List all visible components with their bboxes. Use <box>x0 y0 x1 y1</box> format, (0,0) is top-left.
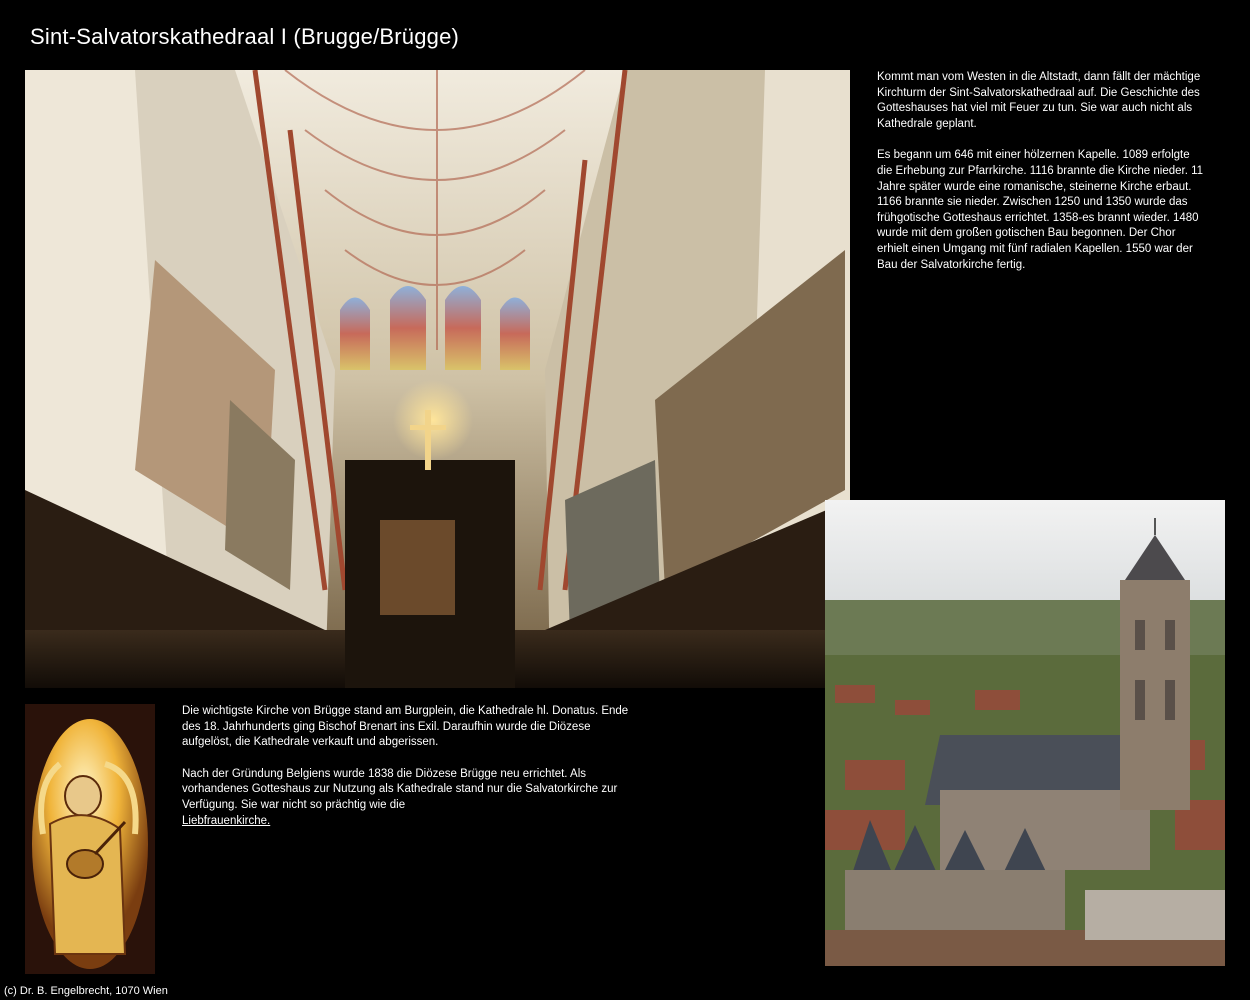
page-title: Sint-Salvatorskathedraal I (Brugge/Brügge) <box>30 24 460 49</box>
history-paragraph-2-text: Nach der Gründung Belgiens wurde 1838 die Diözese Brügge neu errichtet. Als vorhandenes Gotteshaus zur Nutzung als Kathedrale stand nur die Salvatorkirche zur Verfügung. Sie war nicht so prächtig wie die <box>182 767 618 811</box>
history-paragraph-1: Die wichtigste Kirche von Brügge stand am Burgplein, die Kathedrale hl. Donatus. Ende des 18. Jahrhunderts ging Bischof Brenart ins Exil. Daraufhin wurde die Diözese aufgelöst, die Kathedrale verkauft und abgerissen. <box>182 705 629 749</box>
cathedral-aerial-photo <box>825 500 1225 966</box>
history-text-block <box>182 704 632 845</box>
intro-text-block <box>877 70 1207 289</box>
liebfrauenkirche-link[interactable]: Liebfrauenkirche. <box>182 814 271 827</box>
copyright-notice: (c) Dr. B. Engelbrecht, 1070 Wien <box>4 985 168 997</box>
intro-paragraph-1: Kommt man vom Westen in die Altstadt, dann fällt der mächtige Kirchturm der Sint-Salvatorskathedraal auf. Die Geschichte des Gotteshauses hat viel mit Feuer zu tun. Sie war auch nicht als Kathedrale geplant. <box>877 71 1201 130</box>
stained-glass-angel-photo <box>25 704 155 974</box>
cathedral-interior-photo <box>25 70 850 688</box>
intro-paragraph-2: Es begann um 646 mit einer hölzernen Kapelle. 1089 erfolgte die Erhebung zur Pfarrkirche. 1116 brannte die Kirche nieder. 11 Jahre später wurde eine romanische, steinerne Kirche erbaut. 1166 brannte sie nieder. Zwischen 1250 und 1350 wurde das frühgotische Gotteshaus errichtet. 1358-es brannt wieder. 1480 wurde mit dem großen gotischen Bau begonnen. Der Chor erhielt einen Umgang mit fünf radialen Kapellen. 1550 war der Bau der Salvatorkirche fertig. <box>877 149 1204 271</box>
history-paragraph-2 <box>182 767 632 829</box>
